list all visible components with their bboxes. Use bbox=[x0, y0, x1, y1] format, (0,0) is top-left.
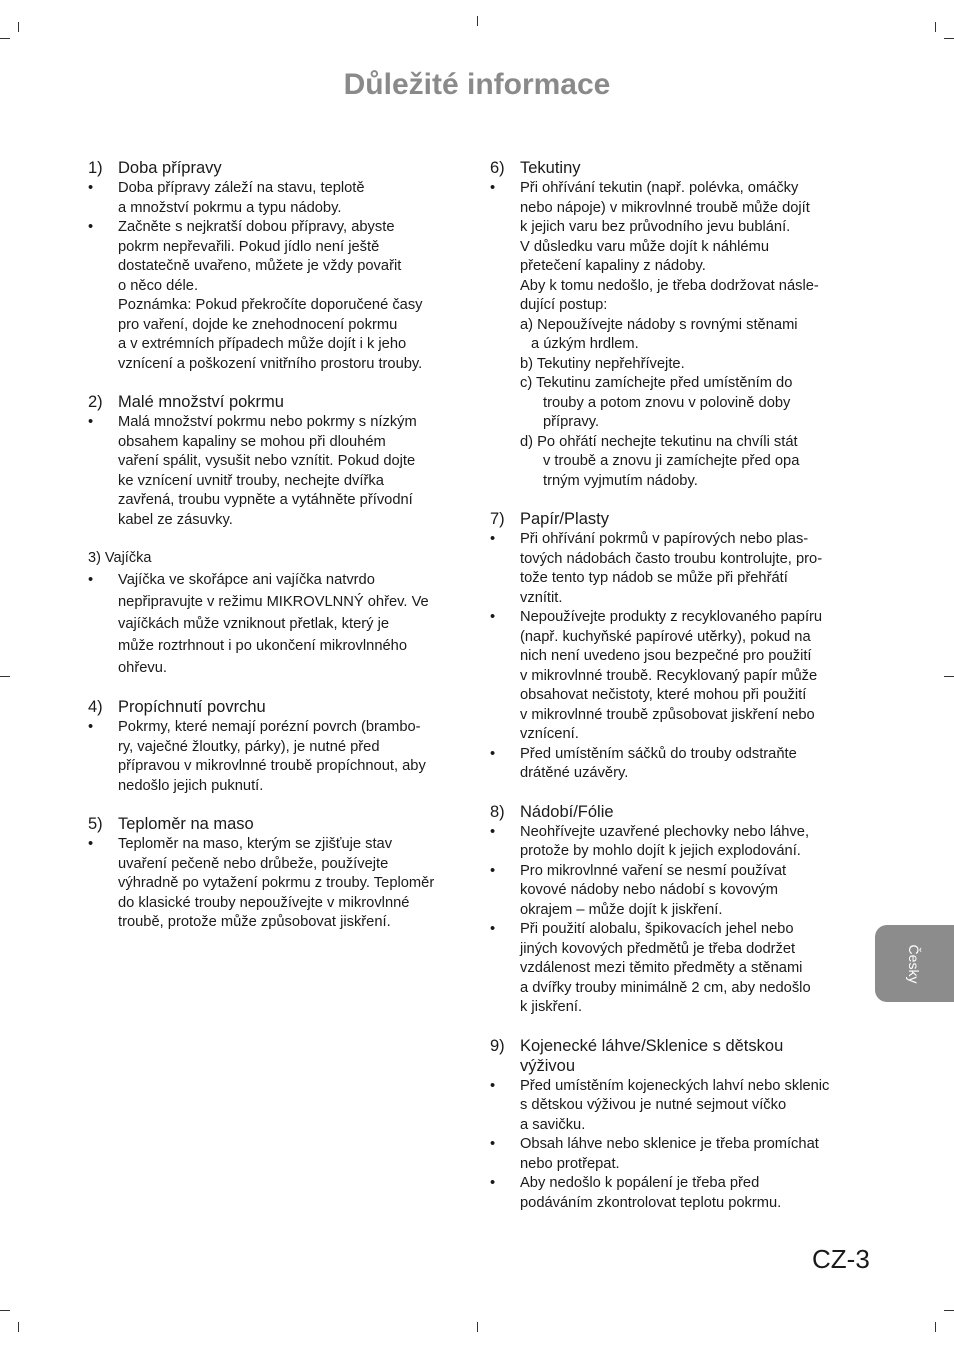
text-line: Začněte s nejkratší dobou přípravy, abyste bbox=[118, 219, 395, 235]
text-line: obsahem kapaliny se mohou při dlouhém bbox=[118, 433, 386, 450]
section-title: Papír/Plasty bbox=[520, 510, 609, 528]
text-line: zavřená, troubu vypněte a vytáhněte přívodní bbox=[118, 492, 413, 508]
text-line: Teploměr na maso, kterým se zjišťuje stav bbox=[118, 836, 393, 852]
section bbox=[88, 392, 468, 530]
text-line: a množství pokrmu a typu nádoby. bbox=[118, 199, 342, 216]
list-item-text bbox=[520, 1135, 870, 1174]
text-line: Neohřívejte uzavřené plechovky nebo láhve, bbox=[520, 823, 810, 840]
crop-mark bbox=[18, 22, 19, 32]
crop-mark bbox=[0, 38, 10, 39]
text-line: Nepoužívejte produkty z recyklovaného papíru bbox=[520, 609, 823, 625]
crop-mark bbox=[935, 22, 936, 32]
section-number: 5) bbox=[88, 815, 103, 833]
text-line: a savičku. bbox=[520, 1116, 586, 1133]
section-heading bbox=[490, 802, 870, 822]
text-line: okrajem – může dojít k jiskření. bbox=[520, 901, 723, 918]
list-item bbox=[490, 608, 870, 745]
bullet: • bbox=[490, 531, 496, 547]
section bbox=[88, 697, 468, 796]
text-line: Před umístěním sáčků do trouby odstraňte bbox=[520, 745, 797, 762]
list-item bbox=[490, 745, 870, 784]
section-number: 2) bbox=[88, 393, 103, 411]
text-line: uvaření pečeně nebo drůbeže, používejte bbox=[118, 855, 389, 872]
list-item bbox=[88, 179, 468, 218]
crop-mark bbox=[944, 38, 954, 39]
list-item-text bbox=[118, 179, 468, 218]
section-title-line: výživou bbox=[520, 1056, 576, 1075]
section-number: 8) bbox=[490, 802, 505, 821]
section-title bbox=[520, 1036, 870, 1076]
text-line: Aby k tomu nedošlo, je třeba dodržovat násle- bbox=[520, 277, 819, 294]
bullet: • bbox=[490, 609, 496, 625]
section-title: Doba přípravy bbox=[118, 159, 222, 177]
section-heading bbox=[490, 509, 870, 529]
text-line: vznícení. bbox=[520, 726, 579, 742]
text-line: c) Tekutinu zamíchejte před umístěním do bbox=[520, 375, 793, 391]
text-line: vajíčkách může vzniknout přetlak, který je bbox=[118, 616, 390, 632]
text-line: troubě, protože může způsobovat jiskření. bbox=[118, 914, 391, 930]
crop-mark bbox=[935, 1322, 936, 1332]
list-item bbox=[490, 920, 870, 1018]
bullet: • bbox=[490, 862, 496, 879]
text-line: dující postup: bbox=[520, 297, 608, 313]
text-line: Před umístěním kojeneckých lahví nebo sklenic bbox=[520, 1077, 830, 1094]
section-heading bbox=[88, 814, 468, 834]
list-item-text bbox=[520, 530, 870, 608]
text-line: trouby a potom znovu v polovině doby bbox=[543, 394, 791, 411]
text-line: tových nádobách často troubu kontrolujte, pro- bbox=[520, 550, 823, 567]
text-line: b) Tekutiny nepřehřívejte. bbox=[520, 355, 685, 372]
section-number: 3) bbox=[88, 550, 101, 566]
section-heading bbox=[490, 158, 870, 178]
text-line: nedošlo jejich puknutí. bbox=[118, 777, 264, 794]
list-item-text bbox=[520, 862, 870, 921]
text-line: k jiskření. bbox=[520, 999, 583, 1015]
bullet: • bbox=[88, 414, 94, 430]
crop-mark bbox=[18, 1322, 19, 1332]
text-line: a dvířky trouby minimálně 2 cm, aby nedošlo bbox=[520, 979, 811, 996]
section-title: Propíchnutí povrchu bbox=[118, 698, 266, 716]
section-heading bbox=[88, 392, 468, 412]
bullet: • bbox=[490, 921, 496, 937]
bullet: • bbox=[490, 1136, 496, 1152]
text-line: v mikrovlnné troubě způsobovat jiskření nebo bbox=[520, 706, 815, 723]
list-item bbox=[490, 1135, 870, 1174]
bullet: • bbox=[490, 823, 496, 840]
list-item bbox=[490, 862, 870, 921]
text-line: přípravy. bbox=[543, 414, 600, 430]
section-title: Malé množství pokrmu bbox=[118, 393, 284, 411]
text-line: pro vaření, dojde ke znehodnocení pokrmu bbox=[118, 316, 398, 333]
text-line: Malá množství pokrmu nebo pokrmy s nízkým bbox=[118, 414, 417, 430]
section-number: 9) bbox=[490, 1036, 505, 1055]
text-line: může roztrhnout i po ukončení mikrovlnného bbox=[118, 638, 408, 654]
text-line: pokrm nepřevařili. Pokud jídlo není ještě bbox=[118, 238, 380, 255]
text-line: a v extrémních případech může dojít i k jeho bbox=[118, 336, 407, 352]
text-line: Při použití alobalu, špikovacích jehel nebo bbox=[520, 921, 794, 937]
text-line: tože tento typ nádob se může při přehřátí bbox=[520, 570, 788, 586]
section-heading bbox=[88, 697, 468, 717]
text-line: Při ohřívání tekutin (např. polévka, omáčky bbox=[520, 180, 799, 196]
list-item-text bbox=[118, 835, 468, 933]
text-line: trným vyjmutím nádoby. bbox=[543, 472, 698, 489]
section bbox=[490, 802, 870, 1018]
list-item bbox=[88, 718, 468, 796]
crop-mark bbox=[944, 1310, 954, 1311]
list-item bbox=[88, 413, 468, 530]
text-line: jiných kovových předmětů je třeba dodržet bbox=[520, 940, 796, 957]
bullet: • bbox=[490, 745, 496, 762]
section-title: Vajíčka bbox=[104, 550, 152, 566]
text-line: Pro mikrovlnné vaření se nesmí používat bbox=[520, 862, 787, 879]
list-item-text bbox=[520, 608, 870, 745]
text-line: k jejich varu bez průvodního jevu bublání. bbox=[520, 219, 791, 235]
list-item bbox=[88, 835, 468, 933]
text-line: kovové nádoby nebo nádobí s kovovým bbox=[520, 882, 779, 898]
section-heading bbox=[490, 1036, 870, 1076]
section-number: 4) bbox=[88, 698, 103, 716]
list-item bbox=[490, 530, 870, 608]
list-item-text bbox=[520, 1077, 870, 1136]
text-line: dostatečně uvařeno, můžete je vždy povařit bbox=[118, 258, 402, 274]
text-line: nebo protřepat. bbox=[520, 1155, 620, 1172]
text-line: (např. kuchyňské papírové utěrky), pokud na bbox=[520, 628, 811, 645]
left-column bbox=[88, 158, 468, 951]
text-line: d) Po ohřátí nechejte tekutinu na chvíli stát bbox=[520, 433, 798, 450]
section-heading bbox=[88, 158, 468, 178]
text-line: V důsledku varu může dojít k náhlému bbox=[520, 238, 770, 255]
text-line: ohřevu. bbox=[118, 660, 167, 676]
list-item-text bbox=[520, 823, 870, 862]
section-number: 1) bbox=[88, 159, 103, 177]
text-line: nebo nápoje) v mikrovlnné troubě může dojít bbox=[520, 199, 810, 216]
section-number: 6) bbox=[490, 159, 505, 177]
section-heading bbox=[88, 548, 468, 568]
crop-mark bbox=[944, 676, 954, 677]
section-title: Nádobí/Fólie bbox=[520, 802, 614, 821]
page-number: CZ-3 bbox=[812, 1244, 870, 1274]
bullet: • bbox=[88, 719, 94, 735]
text-line: Vajíčka ve skořápce ani vajíčka natvrdo bbox=[118, 572, 375, 588]
text-line: a úzkým hrdlem. bbox=[531, 336, 639, 352]
bullet: • bbox=[88, 219, 94, 235]
text-line: Obsah láhve nebo sklenice je třeba promíchat bbox=[520, 1136, 819, 1152]
bullet: • bbox=[88, 836, 94, 852]
bullet: • bbox=[490, 1175, 496, 1191]
section bbox=[88, 814, 468, 933]
crop-mark bbox=[0, 676, 10, 677]
list-item-text bbox=[118, 569, 468, 679]
list-item bbox=[490, 823, 870, 862]
text-line: podáváním zkontrolovat teplotu pokrmu. bbox=[520, 1194, 782, 1211]
crop-mark bbox=[0, 1310, 10, 1311]
text-line: v troubě a znovu ji zamíchejte před opa bbox=[543, 453, 800, 469]
text-line: ry, vaječné žloutky, párky), je nutné před bbox=[118, 738, 380, 755]
text-line: nepřipravujte v režimu MIKROVLNNÝ ohřev. Ve bbox=[118, 594, 429, 610]
language-tab-label: Česky bbox=[906, 944, 922, 984]
section-number: 7) bbox=[490, 510, 505, 528]
list-item-text bbox=[520, 1174, 870, 1213]
list-item bbox=[88, 569, 468, 679]
language-tab bbox=[875, 925, 954, 1002]
text-line: obsahovat nečistoty, které mohou při použití bbox=[520, 687, 807, 703]
list-item-text bbox=[118, 218, 468, 374]
text-line: vznícení a poškození vnitřního prostoru trouby. bbox=[118, 355, 423, 372]
section-title: Tekutiny bbox=[520, 159, 581, 177]
text-line: Poznámka: Pokud překročíte doporučené časy bbox=[118, 297, 423, 313]
text-line: kabel ze zásuvky. bbox=[118, 511, 233, 528]
right-column bbox=[490, 158, 870, 1231]
text-line: vznítit. bbox=[520, 589, 563, 606]
list-item-text bbox=[520, 745, 870, 784]
section bbox=[88, 158, 468, 374]
section-title: Teploměr na maso bbox=[118, 815, 254, 833]
text-line: výhradně po vytažení pokrmu z trouby. Teploměr bbox=[118, 875, 435, 891]
text-line: a) Nepoužívejte nádoby s rovnými stěnami bbox=[520, 316, 798, 333]
list-item bbox=[88, 218, 468, 374]
bullet: • bbox=[88, 572, 94, 588]
bullet: • bbox=[490, 180, 496, 196]
bullet: • bbox=[88, 180, 94, 196]
list-item bbox=[490, 1077, 870, 1136]
crop-mark bbox=[477, 1322, 478, 1332]
text-line: s dětskou výživou je nutné sejmout víčko bbox=[520, 1097, 787, 1113]
text-line: vaření spálit, vysušit nebo vznítit. Pokud dojte bbox=[118, 453, 416, 469]
section bbox=[490, 1036, 870, 1214]
list-item-text bbox=[118, 718, 468, 796]
section-title-line: Kojenecké láhve/Sklenice s dětskou bbox=[520, 1036, 784, 1055]
section bbox=[490, 158, 870, 491]
text-line: přetečení kapaliny z nádoby. bbox=[520, 258, 706, 274]
text-line: Aby nedošlo k popálení je třeba před bbox=[520, 1175, 760, 1191]
text-line: do klasické trouby nepoužívejte v mikrovlnné bbox=[118, 894, 410, 911]
text-line: vzdálenost mezi těmito předměty a stěnami bbox=[520, 960, 803, 976]
text-line: ke vznícení uvnitř trouby, nechejte dvířka bbox=[118, 472, 384, 489]
section bbox=[490, 509, 870, 784]
crop-mark bbox=[477, 16, 478, 26]
text-line: drátěné uzávěry. bbox=[520, 765, 629, 781]
list-item-text bbox=[520, 179, 870, 491]
text-line: o něco déle. bbox=[118, 277, 199, 294]
text-line: Při ohřívání pokrmů v papírových nebo plas- bbox=[520, 531, 809, 547]
text-line: Doba přípravy záleží na stavu, teplotě bbox=[118, 180, 365, 196]
list-item bbox=[490, 1174, 870, 1213]
bullet: • bbox=[490, 1077, 496, 1094]
text-line: v mikrovlnné troubě. Recyklovaný papír může bbox=[520, 667, 818, 684]
text-line: přípravou v mikrovlnné troubě propíchnout, aby bbox=[118, 758, 426, 774]
text-line: protože by mohlo dojít k jejich explodování. bbox=[520, 843, 801, 859]
section bbox=[88, 548, 468, 679]
page-title: Důležité informace bbox=[343, 68, 611, 101]
text-line: nich není uvedeno jsou bezpečné pro použití bbox=[520, 648, 812, 664]
text-line: Pokrmy, které nemají porézní povrch (brambo- bbox=[118, 719, 421, 735]
list-item-text bbox=[520, 920, 870, 1018]
list-item bbox=[490, 179, 870, 491]
list-item-text bbox=[118, 413, 468, 530]
